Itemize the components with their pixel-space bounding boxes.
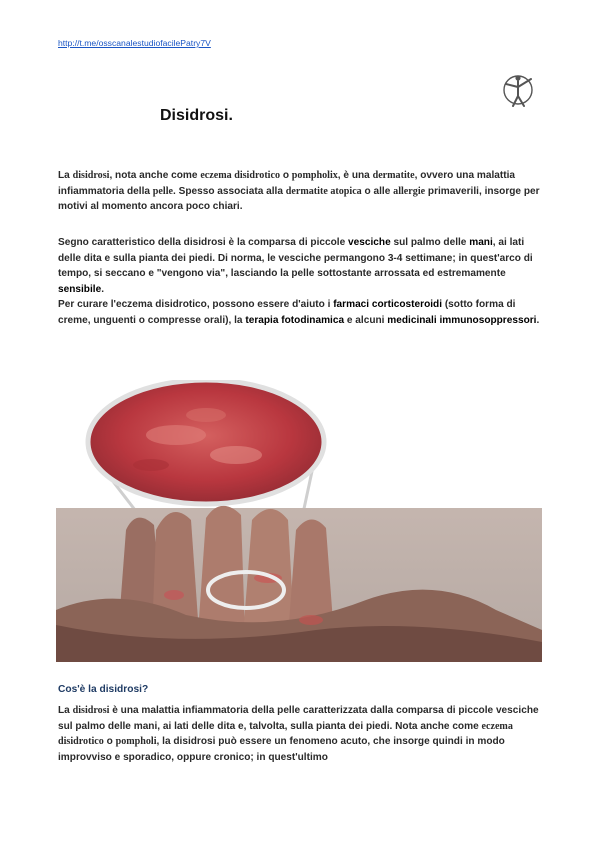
symptoms-paragraph: Segno caratteristico della disidrosi è la comparsa di piccole vesciche sul palmo delle mani, ai lati delle dita e sulla pianta dei piedi. Di norma, le vesciche permangono 3-4 settimane; in quest'arco di tempo, si seccano e "vengono via", lasciando la pelle sottostante arrossata ed estremamente sensibile. Per curare l'eczema disidrotico, possono essere d'aiuto i farmaci corticosteroidi (sotto forma di creme, unguenti o compresse orali), la terapia fotodinamica e alcuni medicinali immunosoppressori. <box>58 237 540 326</box>
vitruvian-figure-logo <box>500 70 536 110</box>
channel-link[interactable]: http://t.me/osscanalestudiofacilePatry7V <box>58 38 211 48</box>
intro-paragraph: La disidrosi, nota anche come eczema disidrotico o pompholix, è una dermatite, ovvero una malattia infiammatoria della pelle. Spesso associata alla dermatite atopica o alle allergie primaverili, insorge per motivi al momento ancora poco chiari. <box>58 170 540 213</box>
dyshidrosis-hand-illustration <box>56 380 542 662</box>
section-paragraph: La disidrosi è una malattia infiammatoria della pelle caratterizzata dalla comparsa di piccole vesciche sul palmo delle mani, ai lati delle dita e, talvolta, sulla pianta dei piedi. Nota anche come eczema disidrotico o pompholi, la disidrosi può essere un fenomeno acuto, che insorge quindi in modo improvviso e sporadico, oppure cronico; in quest'ultimo <box>58 705 539 763</box>
section-heading: Cos'è la disidrosi? <box>58 684 149 695</box>
page-title: Disidrosi. <box>160 107 233 124</box>
